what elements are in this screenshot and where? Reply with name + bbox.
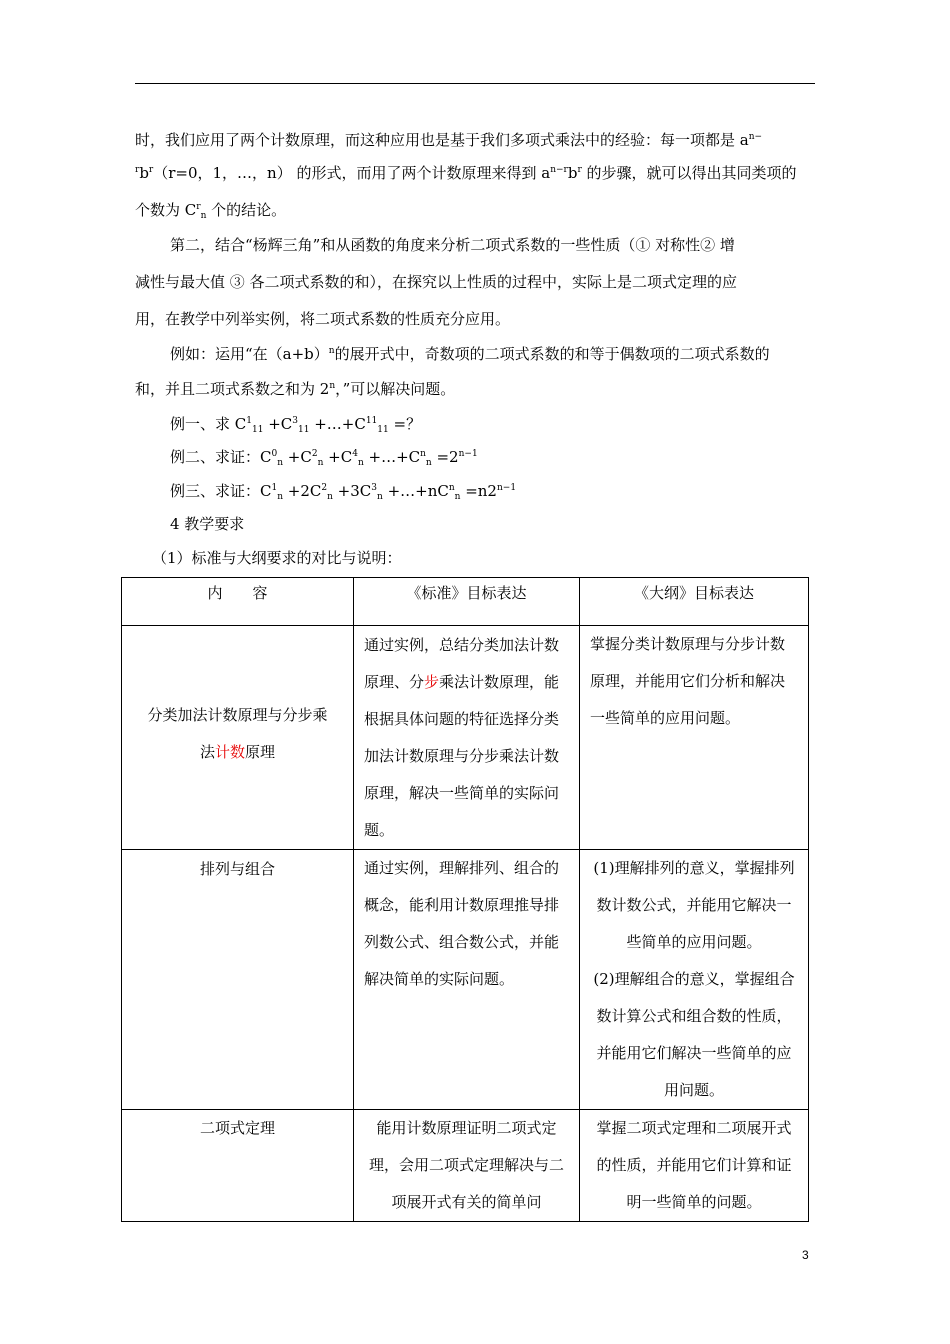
superscript: 1 (246, 416, 252, 426)
text: +C (283, 448, 312, 466)
text: 法 (199, 742, 215, 761)
subscript: 11 (251, 425, 264, 435)
subscript: 11 (377, 425, 389, 435)
row1-standard-cell (354, 626, 580, 850)
paragraph-3-line-2 (135, 379, 820, 402)
text: =？ (388, 415, 422, 433)
paragraph-1-line-2 (135, 163, 820, 186)
text: 例二、求证：C (170, 448, 272, 466)
subscript: 11 (298, 425, 310, 435)
superscript: 3 (292, 416, 298, 426)
text: +…+nC (382, 482, 449, 500)
superscript: 2 (311, 449, 318, 459)
superscript: n (329, 381, 336, 391)
row2-content-text: 排列与组合 (199, 860, 275, 878)
superscript: n−r (550, 165, 568, 175)
text: 和，并且二项式系数之和为 2 (135, 380, 330, 398)
row1-content-cell (122, 626, 354, 850)
paragraph-1-line-1 (135, 130, 820, 153)
text: 的展开式中，奇数项的二项式系数的和等于偶数项的二项式系数的 (334, 345, 770, 363)
text: +3C (332, 482, 372, 500)
superscript: 2 (321, 483, 328, 493)
paragraph-2-line-3: 用，在教学中列举实例，将二项式系数的性质充分应用。 (135, 310, 511, 328)
text: =n2 (460, 482, 497, 500)
subscript: n (454, 492, 461, 502)
header-rule (135, 83, 815, 84)
superscript: r (148, 165, 154, 175)
text: （r=0，1，…，n） 的形式，而用了两个计数原理来得到 a (153, 164, 551, 182)
row3-content-cell (122, 1110, 354, 1222)
paragraph-2-line-2: 减性与最大值 ③ 各二项式系数的和），在探究以上性质的过程中，实际上是二项式定理的应 (135, 273, 738, 291)
subscript: n (357, 458, 364, 468)
header-content: 内 容 (122, 578, 354, 626)
row3-syllabus-text: 掌握二项式定理和二项展开式的性质，并能用它们计算和证明一些简单的问题。 (596, 1119, 792, 1211)
example-1 (170, 414, 855, 437)
superscript: r (196, 202, 201, 212)
text: 例如：运用“在（a+b） (170, 345, 329, 363)
superscript: 3 (371, 483, 377, 493)
row2-syllabus-cell (580, 850, 809, 1110)
row2-syllabus-item-2: (2)理解组合的意义，掌握组合数计算公式和组合数的性质，并能用它们解决一些简单的应用问题。 (593, 970, 795, 1099)
row2-content-cell (122, 850, 354, 1110)
row2-standard-text: 通过实例，理解排列、组合的概念，能利用计数原理推导排列数公式、组合数公式，并能解决简单的实际问题。 (364, 859, 560, 988)
text: +…+C (363, 448, 421, 466)
page-number: 3 (802, 1248, 809, 1262)
superscript: 4 (352, 449, 358, 459)
superscript: r (577, 165, 582, 175)
text: 通过实例，总结分类加法计数原理、分 (364, 636, 560, 691)
table-row (122, 1110, 809, 1222)
subscript: n (317, 458, 324, 468)
superscript: n−1 (496, 483, 517, 493)
header-syllabus: 《大纲》目标表达 (580, 578, 809, 626)
superscript: 1 (271, 483, 278, 493)
table-row (122, 626, 809, 850)
text: =2 (431, 448, 459, 466)
text: 乘法计数原理，能根据具体问题的特征选择分类加法计数原理与分步乘法计数原理，解决一些简单的实际问题。 (364, 673, 560, 839)
superscript: n (448, 483, 455, 493)
requirements-table (121, 577, 809, 1222)
highlighted-text: 计数 (214, 742, 245, 761)
row2-standard-cell (354, 850, 580, 1110)
row2-syllabus-item-1: (1)理解排列的意义，掌握排列数计数公式，并能用它解决一些简单的应用问题。 (593, 859, 795, 951)
subscript: n (327, 492, 333, 502)
paragraph-2-line-1: 第二，结合“杨辉三角”和从函数的角度来分析二项式系数的一些性质（① 对称性② 增 (170, 236, 735, 254)
superscript: r (135, 165, 140, 175)
paragraph-3-line-1 (170, 344, 855, 367)
section-title: 4 教学要求 (170, 515, 245, 533)
subscript: n (425, 458, 432, 468)
row3-syllabus-cell (580, 1110, 809, 1222)
superscript: n (420, 449, 426, 459)
text: +C (323, 448, 353, 466)
text: b (139, 164, 149, 182)
superscript: 11 (365, 416, 378, 426)
text: +C (263, 415, 293, 433)
table-row (122, 850, 809, 1110)
row3-content-text: 二项式定理 (199, 1119, 275, 1137)
highlighted-text: 步 (424, 673, 440, 691)
subscript: n (277, 458, 284, 468)
text: b (567, 164, 578, 182)
text: +…+C (309, 415, 366, 433)
text: 个数为 C (135, 201, 197, 219)
text: 的步骤，就可以得出其同类项的 (581, 164, 797, 182)
superscript: n (328, 346, 335, 356)
row3-standard-cell (354, 1110, 580, 1222)
superscript: 0 (271, 449, 278, 459)
superscript: n− (748, 132, 763, 142)
text: 原理 (245, 742, 276, 761)
text: ，”可以解决问题。 (335, 380, 456, 398)
row1-syllabus-text: 掌握分类计数原理与分步计数原理，并能用它们分析和解决一些简单的应用问题。 (590, 635, 786, 727)
paragraph-1-line-3 (135, 200, 820, 223)
subscript: n (277, 492, 284, 502)
text: 例三、求证：C (170, 482, 272, 500)
text: 时，我们应用了两个计数原理，而这种应用也是基于我们多项式乘法中的经验：每一项都是 a (135, 131, 749, 149)
row1-content-line-2 (122, 734, 353, 771)
subscript: n (377, 492, 383, 502)
header-standard: 《标准》目标表达 (354, 578, 580, 626)
row1-syllabus-cell (580, 626, 809, 850)
superscript: n−1 (458, 449, 478, 459)
row3-standard-text: 能用计数原理证明二项式定理，会用二项式定理解决与二项展开式有关的简单问 (368, 1119, 564, 1211)
example-2 (170, 447, 855, 470)
text: +2C (283, 482, 322, 500)
text: 个的结论。 (206, 201, 287, 219)
row1-content-line-1: 分类加法计数原理与分步乘 (147, 705, 328, 724)
subscript: n (200, 211, 207, 221)
subsection-title: （1）标准与大纲要求的对比与说明： (152, 549, 402, 567)
table-header-row (122, 578, 809, 626)
example-3 (170, 481, 855, 504)
text: 例一、求 C (170, 415, 247, 433)
